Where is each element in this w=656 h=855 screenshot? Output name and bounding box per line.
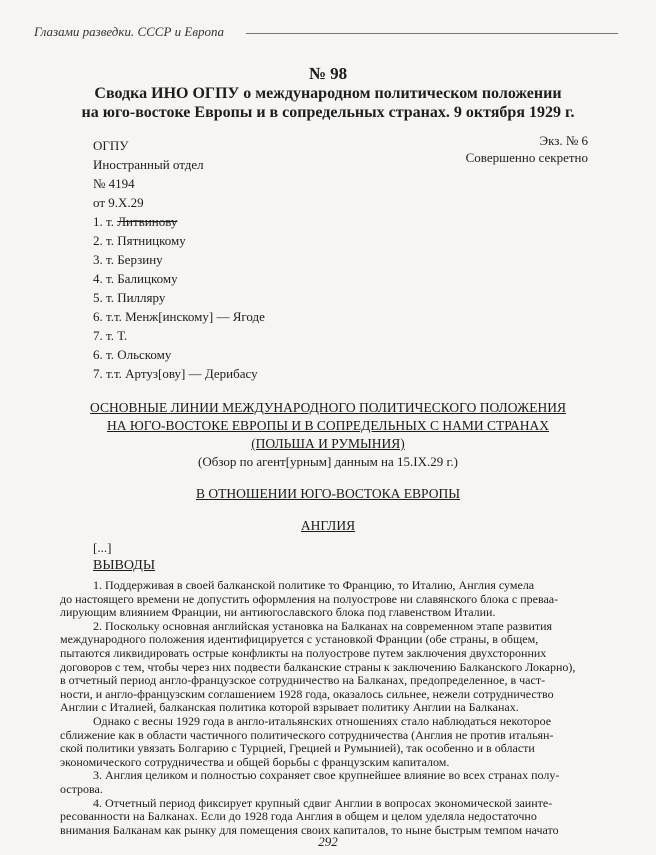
body-line: ской политики увязать Болгарию с Турцией, Грецией и Румынией), так особенно и в области bbox=[60, 741, 535, 756]
running-header: Глазами разведки. СССР и Европа bbox=[34, 24, 225, 39]
body-line: сближение как в области частичного политического сотрудничества (Англия не против итальян- bbox=[60, 727, 554, 742]
distribution-item: 4. т. Балицкому bbox=[93, 271, 178, 286]
outgoing-number: № 4194 bbox=[93, 176, 135, 191]
body-line: внимания Балканам как рынку для помещения своих капиталов, то ныне быстрым темпом начато bbox=[60, 822, 559, 837]
distribution-item bbox=[93, 214, 177, 230]
page-number: 292 bbox=[318, 834, 338, 849]
conclusions-heading: ВЫВОДЫ bbox=[93, 558, 156, 573]
document-title-line-2: на юго-востоке Европы и в сопредельных странах. 9 октября 1929 г. bbox=[81, 104, 575, 121]
review-note: (Обзор по агент[урным] данным на 15.IX.29 г.) bbox=[198, 454, 458, 469]
distribution-item: 6. т. Ольскому bbox=[93, 347, 172, 362]
body-line: в отчетный период англо-французское сотрудничество на Балканах, предопределенное, в част- bbox=[60, 673, 546, 688]
header-rule bbox=[246, 33, 618, 34]
distribution-item: 7. т.т. Артуз[ову] — Дерибасу bbox=[93, 366, 258, 381]
copy-number: Экз. № 6 bbox=[539, 133, 588, 148]
distribution-item: 7. т. Т. bbox=[93, 328, 128, 343]
omission-mark: [...] bbox=[93, 540, 112, 555]
body-line: 4. Отчетный период фиксирует крупный сдвиг Англии в вопросах экономической заинте- bbox=[93, 795, 553, 810]
document-number: № 98 bbox=[308, 64, 348, 83]
document-title-line-1: Сводка ИНО ОГПУ о международном политическом положении bbox=[94, 85, 562, 102]
distribution-item: 5. т. Пилляру bbox=[93, 290, 166, 305]
body-line: ности, и англо-французским соглашением 1928 года, оказалось сильнее, нежели сотрудничество bbox=[60, 686, 554, 701]
body-line: 1. Поддерживая в своей балканской политике то Францию, то Италию, Англия сумела bbox=[93, 578, 535, 592]
secrecy-stamp: Совершенно секретно bbox=[465, 150, 588, 165]
distribution-item: 2. т. Пятницкому bbox=[93, 233, 186, 248]
distribution-item: 3. т. Берзину bbox=[93, 252, 163, 267]
main-heading-line-3: (ПОЛЬША И РУМЫНИЯ) bbox=[251, 436, 405, 451]
body-line: пытаются ликвидировать острые конфликты на полуострове путем заключения двухсторонних bbox=[60, 646, 547, 660]
issue-date: от 9.X.29 bbox=[93, 195, 144, 210]
section-heading: В ОТНОШЕНИИ ЮГО-ВОСТОКА ЕВРОПЫ bbox=[195, 486, 460, 501]
body-line: Англии с Италией, балканская политика которой взрывает политику Англии на Балканах. bbox=[60, 700, 519, 715]
distribution-item: 6. т.т. Менж[инскому] — Ягоде bbox=[93, 309, 265, 324]
body-line: лирующим влиянием Франции, ни антиюгославского блока под главенством Италии. bbox=[60, 605, 496, 620]
main-heading-line-1: ОСНОВНЫЕ ЛИНИИ МЕЖДУНАРОДНОГО ПОЛИТИЧЕСКОГО ПОЛОЖЕНИЯ bbox=[90, 400, 566, 415]
body-line: Однако с весны 1929 года в англо-итальянских отношениях стало наблюдаться некоторое bbox=[93, 714, 552, 728]
body-line: до настоящего времени не допустить оформления на полуострове ни славянского блока с преваа- bbox=[60, 591, 559, 606]
body-line: международного положения идентифицируется с установкой Франции (обе страны, в общем, bbox=[60, 632, 539, 647]
body-line: договоров с тем, чтобы через них подвести балканские страны к заключению Балканского Локарно), bbox=[60, 659, 576, 674]
issuer-ogpu: ОГПУ bbox=[93, 138, 129, 153]
body-line: ресованности на Балканах. Если до 1928 года Англия в общем и целом уделяла недостаточно bbox=[60, 809, 537, 824]
body-line: экономического сотрудничества и общей борьбы с французским капиталом. bbox=[60, 754, 450, 769]
body-line: острова. bbox=[60, 782, 103, 796]
subsection-heading: АНГЛИЯ bbox=[300, 518, 356, 533]
issuer-department: Иностранный отдел bbox=[93, 157, 204, 172]
distribution-item-number: 1. т. bbox=[93, 214, 114, 229]
distribution-item-name: Литвинову bbox=[117, 214, 178, 229]
main-heading-line-2: НА ЮГО-ВОСТОКЕ ЕВРОПЫ И В СОПРЕДЕЛЬНЫХ С НАМИ СТРАНАХ bbox=[106, 418, 550, 433]
body-line: 2. Поскольку основная английская установка на Балканах на современном этапе развития bbox=[93, 618, 553, 633]
body-line: 3. Англия целиком и полностью сохраняет свое крупнейшее влияние во всех странах полу- bbox=[93, 768, 560, 783]
